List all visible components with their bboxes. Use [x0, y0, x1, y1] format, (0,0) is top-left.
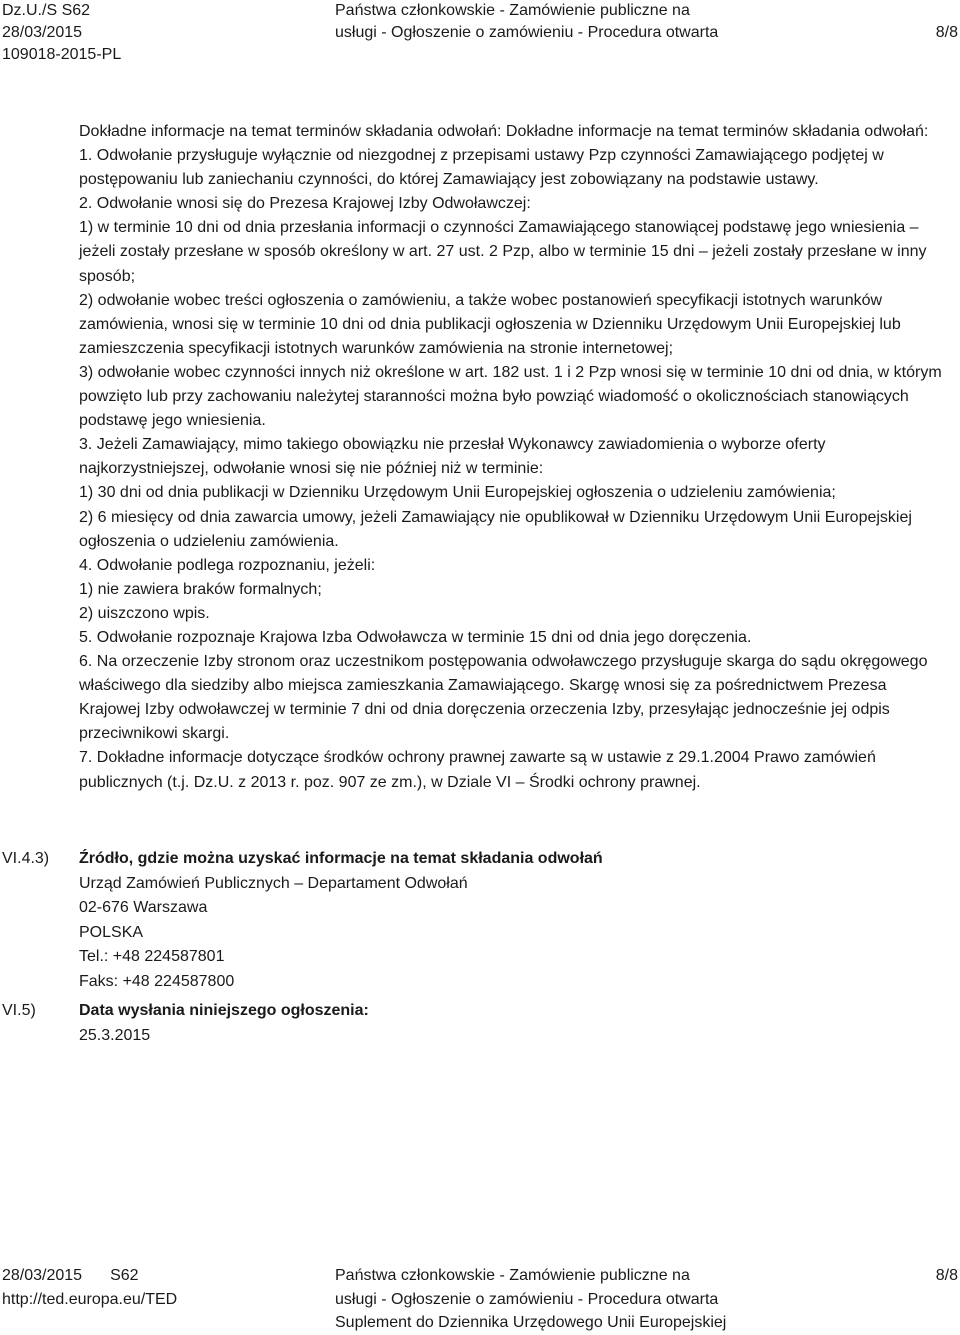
paragraph: 3. Jeżeli Zamawiający, mimo takiego obowiązku nie przesłał Wykonawcy zawiadomienia o wyborze oferty najkorzystniejszej, odwołanie wnosi się nie później niż w terminie:: [79, 436, 826, 478]
section-title: Źródło, gdzie można uzyskać informacje na temat składania odwołań: [79, 850, 603, 867]
paragraph: 3) odwołanie wobec czynności innych niż określone w art. 182 ust. 1 i 2 Pzp wnosi się w terminie 10 dni od dnia, w którym powzięto lub przy zachowaniu należytej staranności można było powziąć wiadomość o okolicznościach stanowiących podstawę jego wniesienia.: [79, 363, 942, 430]
footer-left: [2, 1264, 177, 1311]
address-organisation: Urząd Zamówień Publicznych – Departament Odwołań: [79, 874, 468, 892]
footer-title-line-3: Suplement do Dziennika Urzędowego Unii Europejskiej: [335, 1314, 727, 1331]
footer-date-line: [2, 1264, 177, 1288]
footer-url-link[interactable]: http://ted.europa.eu/TED: [2, 1290, 178, 1308]
dispatch-date: 25.3.2015: [79, 1026, 151, 1044]
paragraph: 6. Na orzeczenie Izby stronom oraz uczestnikom postępowania odwoławczego przysługuje skarga do sądu okręgowego właściwego dla siedziby albo miejsca zamieszkania Zamawiającego. Skargę wnosi się za pośrednictwem Prezesa Krajowej Izby odwoławczej w terminie 7 dni od dnia doręczenia orzeczenia Izby, przesyłając jednocześnie jej odpis przeciwnikowi skargi.: [79, 653, 928, 743]
paragraph: 2) 6 miesięcy od dnia zawarcia umowy, jeżeli Zamawiający nie opublikował w Dzienniku Urzędowym Unii Europejskiej ogłoszenia o udzieleniu zamówienia.: [79, 508, 912, 550]
paragraph: 1) 30 dni od dnia publikacji w Dzienniku Urzędowym Unii Europejskiej ogłoszenia o udzieleniu zamówienia;: [79, 484, 836, 502]
header-title-line-1: Państwa członkowskie - Zamówienie publiczne na: [335, 2, 690, 19]
footer-date: 28/03/2015: [2, 1267, 83, 1284]
paragraph: 4. Odwołanie podlega rozpoznaniu, jeżeli:: [79, 556, 376, 574]
section-number: VI.5): [2, 1002, 36, 1019]
header-page-number: 8/8: [935, 24, 958, 41]
section-body: [79, 847, 939, 995]
address-city: 02-676 Warszawa: [79, 899, 208, 917]
review-procedure-text: [79, 120, 947, 795]
section-title: Data wysłania niniejszego ogłoszenia:: [79, 1002, 369, 1019]
header-date: 28/03/2015: [2, 24, 83, 41]
address-country: POLSKA: [79, 923, 144, 941]
header-notice-id: 109018-2015-PL: [2, 46, 122, 63]
header-journal-ref: Dz.U./S S62: [2, 2, 91, 19]
footer-title-line-2: usługi - Ogłoszenie o zamówieniu - Procedura otwarta: [335, 1290, 719, 1308]
paragraph: Dokładne informacje na temat terminów składania odwołań: Dokładne informacje na temat terminów składania odwołań:: [79, 123, 929, 140]
header-left: [2, 0, 121, 66]
footer-center: [335, 1264, 755, 1335]
paragraph: 2) odwołanie wobec treści ogłoszenia o zamówieniu, a także wobec postanowień specyfikacji istotnych warunków zamówienia, wnosi się w terminie 10 dni od dnia publikacji ogłoszenia w Dzienniku Urzędowym Unii Europejskiej lub zamieszczenia specyfikacji istotnych warunków zamówienia na stronie internetowej;: [79, 291, 901, 357]
footer-page-number: 8/8: [935, 1267, 958, 1284]
page-footer: [0, 1264, 960, 1334]
section-number: VI.4.3): [2, 850, 50, 867]
section-body: [79, 999, 939, 1048]
page-header: [0, 0, 960, 70]
header-title-line-2: usługi - Ogłoszenie o zamówieniu - Procedura otwarta: [335, 24, 719, 41]
footer-issue: S62: [110, 1267, 139, 1284]
footer-title-line-1: Państwa członkowskie - Zamówienie publiczne na: [335, 1267, 690, 1284]
paragraph: 2) uiszczono wpis.: [79, 604, 210, 622]
paragraph: 5. Odwołanie rozpoznaje Krajowa Izba Odwoławcza w terminie 15 dni od dnia jego doręczenia.: [79, 628, 752, 646]
paragraph: 1. Odwołanie przysługuje wyłącznie od niezgodnej z przepisami ustawy Pzp czynności Zamawiającego podjętej w postępowaniu lub zaniechaniu czynności, do której Zamawiający jest zobowiązany na podstawie ustawy.: [79, 147, 884, 189]
paragraph: 1) w terminie 10 dni od dnia przesłania informacji o czynności Zamawiającego stanowiącej podstawę jego wniesienia – jeżeli zostały przesłane w sposób określony w art. 27 ust. 2 Pzp, albo w terminie 15 dni – jeżeli zostały przesłane w inny sposób;: [79, 219, 927, 285]
address-fax: Faks: +48 224587800: [79, 972, 235, 990]
header-center: [335, 0, 755, 44]
paragraph: 7. Dokładne informacje dotyczące środków ochrony prawnej zawarte są w ustawie z 29.1.2004 Prawo zamówień publicznych (t.j. Dz.U. z 2013 r. poz. 907 ze zm.), w Dziale VI – Środki ochrony prawnej.: [79, 749, 876, 791]
paragraph: 2. Odwołanie wnosi się do Prezesa Krajowej Izby Odwoławczej:: [79, 195, 531, 213]
address-phone: Tel.: +48 224587801: [79, 948, 225, 966]
paragraph: 1) nie zawiera braków formalnych;: [79, 580, 322, 598]
